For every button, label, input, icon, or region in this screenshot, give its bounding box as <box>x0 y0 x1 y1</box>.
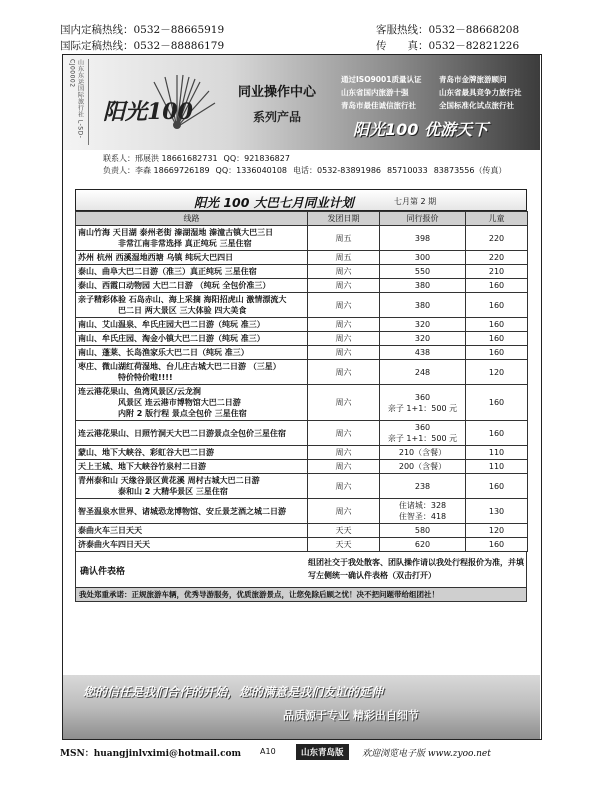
date-cell: 天天 <box>308 538 380 552</box>
contact-row-1: 联系人：邢展洪 18661682731 QQ：921836827 <box>103 154 290 163</box>
date-cell: 周六 <box>308 360 380 385</box>
price-cell <box>380 360 466 385</box>
route-line: 非常江南非常选择 真正纯玩 三星住宿 <box>118 239 252 248</box>
route-cell <box>76 332 308 346</box>
child-price-cell: 160 <box>466 279 528 293</box>
footer-slogan-2: 品质源于专业 精彩出自细节 <box>283 709 419 722</box>
child-price-cell: 120 <box>466 360 528 385</box>
cert-row: 通过ISO9001质量认证 青岛市金牌旅游顾问 <box>341 75 507 84</box>
price-line: 亲子 1+1：500 元 <box>387 434 458 443</box>
cert-row: 山东省国内旅游十强 山东省最具竞争力旅行社 <box>341 88 522 97</box>
banner-slogan: 阳光100 优游天下 <box>353 120 488 139</box>
price-cell <box>380 293 466 318</box>
route-line: 泰山、西霞口动物园 大巴二日游 （纯玩 全包价准三） <box>78 281 271 290</box>
center-title: 同业操作中心 <box>237 85 316 100</box>
child-price-cell: 220 <box>466 251 528 265</box>
logo-wordmark: 阳光100 <box>103 99 193 125</box>
route-line: 内附 2 版行程 景点全包价 三星住宿 <box>118 409 247 418</box>
bottom-bar <box>60 744 550 760</box>
center-title-block <box>227 81 327 125</box>
child-price-cell: 160 <box>466 421 528 446</box>
table-row <box>76 474 528 499</box>
price-line: 住诸城：328 <box>398 501 447 510</box>
price-cell <box>380 421 466 446</box>
route-line: 特价特价啦!!!! <box>118 373 173 382</box>
date-cell: 周六 <box>308 421 380 446</box>
price-line: 620 <box>414 540 431 549</box>
route-cell <box>76 499 308 524</box>
cert-row: 青岛市最佳诚信旅行社 全国标准化试点旅行社 <box>341 101 514 110</box>
price-cell <box>380 251 466 265</box>
child-price-cell: 160 <box>466 538 528 552</box>
child-price-cell: 210 <box>466 265 528 279</box>
route-line: 巴二日 两大景区 三大体验 四大美食 <box>118 306 247 315</box>
confirm-note: 组团社交于我处散客、团队操作请以我处行程报价为准，并填写左侧统一确认件表格（双击打开） <box>308 558 524 580</box>
price-line: 320 <box>414 334 431 343</box>
price-cell <box>380 265 466 279</box>
child-price-cell: 130 <box>466 499 528 524</box>
price-cell <box>380 460 466 474</box>
date-cell: 周六 <box>308 265 380 279</box>
ad-frame <box>62 54 542 740</box>
date-cell: 周六 <box>308 446 380 460</box>
plan-table-section <box>75 189 527 602</box>
price-cell <box>380 385 466 421</box>
price-cell <box>380 279 466 293</box>
price-cell <box>380 524 466 538</box>
route-cell <box>76 385 308 421</box>
license-text: 山东东运国际旅行社 L-SD-CJ00002 <box>68 59 84 139</box>
header-route: 线路 <box>76 212 308 226</box>
date-cell: 周六 <box>308 499 380 524</box>
table-row <box>76 346 528 360</box>
child-price-cell: 110 <box>466 460 528 474</box>
route-line: 泰曲火车三日天天 <box>78 526 142 535</box>
price-cell <box>380 446 466 460</box>
service-promise: 我处郑重承诺：正规旅游车辆，优秀导游服务，优质旅游景点，让您免除后顾之忧！决不把问题带给组团社！ <box>75 588 527 602</box>
table-row <box>76 318 528 332</box>
child-price-cell: 110 <box>466 446 528 460</box>
price-line: 320 <box>414 320 431 329</box>
child-price-cell: 160 <box>466 293 528 318</box>
route-cell <box>76 421 308 446</box>
plan-issue: 七月第 2 期 <box>394 197 437 206</box>
table-row <box>76 421 528 446</box>
header-price: 同行报价 <box>380 212 466 226</box>
date-cell: 周六 <box>308 474 380 499</box>
price-line: 住智圣：418 <box>398 512 447 521</box>
date-cell: 周六 <box>308 279 380 293</box>
table-row <box>76 279 528 293</box>
domestic-hotline: 国内定稿热线：0532－88665919 <box>60 24 225 36</box>
route-cell <box>76 360 308 385</box>
date-cell: 周五 <box>308 251 380 265</box>
price-cell <box>380 474 466 499</box>
price-cell <box>380 538 466 552</box>
child-price-cell: 220 <box>466 226 528 251</box>
route-line: 枣庄、微山湖红荷湿地、台儿庄古城大巴二日游 （三星） <box>78 362 281 371</box>
service-hotline: 客服热线：0532－88668208 <box>376 24 520 36</box>
date-cell: 周六 <box>308 332 380 346</box>
table-row <box>76 293 528 318</box>
route-cell <box>76 251 308 265</box>
route-line: 苏州 杭州 西溪湿地西塘 乌镇 纯玩大巴四日 <box>78 253 234 262</box>
route-cell <box>76 293 308 318</box>
price-cell <box>380 499 466 524</box>
msn-contact: MSN：huangjinlvximi@hotmail.com <box>60 749 242 759</box>
date-cell: 周六 <box>308 318 380 332</box>
certifications <box>341 73 537 112</box>
table-row <box>76 332 528 346</box>
price-cell <box>380 226 466 251</box>
price-line: 亲子 1+1：500 元 <box>387 403 458 413</box>
international-hotline: 国际定稿热线：0532－88886179 <box>60 40 225 52</box>
route-cell <box>76 265 308 279</box>
contact-info <box>103 153 512 177</box>
header-child: 儿童 <box>466 212 528 226</box>
route-cell <box>76 460 308 474</box>
price-cell <box>380 332 466 346</box>
child-price-cell: 160 <box>466 346 528 360</box>
date-cell: 天天 <box>308 524 380 538</box>
center-subtitle: 系列产品 <box>252 110 301 124</box>
date-cell: 周六 <box>308 346 380 360</box>
banner <box>63 55 540 150</box>
route-cell <box>76 226 308 251</box>
date-cell: 周六 <box>308 293 380 318</box>
plan-table <box>75 211 528 552</box>
child-price-cell: 160 <box>466 385 528 421</box>
table-row <box>76 446 528 460</box>
plan-title-bar <box>75 189 527 211</box>
confirm-form-link[interactable]: 确认件表格 <box>80 567 126 577</box>
route-line: 南山、蓬莱、长岛渔家乐大巴二日（纯玩 准三） <box>78 348 249 357</box>
child-price-cell: 160 <box>466 332 528 346</box>
table-row <box>76 385 528 421</box>
route-line: 南山竹海 天目湖 泰州老街 溱湖湿地 溱潼古镇大巴三日 <box>78 228 274 237</box>
table-row <box>76 360 528 385</box>
route-cell <box>76 446 308 460</box>
license-strip <box>65 59 89 145</box>
route-line: 蒙山、地下大峡谷、彩虹谷大巴二日游 <box>78 448 214 457</box>
route-line: 连云港花果山、鱼湾风景区/云龙涧 <box>78 387 201 396</box>
header-date: 发团日期 <box>308 212 380 226</box>
route-line: 南山、牟氏庄园、淘金小镇大巴二日游（纯玩 准三） <box>78 334 265 343</box>
route-line: 泰山、曲阜大巴二日游（准三）真正纯玩 三星住宿 <box>78 267 257 276</box>
footer-slogan-1: 您的信任是我们合作的开始，您的满意是我们友谊的延伸 <box>83 685 384 699</box>
page-number: A10 <box>260 747 276 756</box>
price-line: 550 <box>414 267 431 276</box>
route-cell <box>76 318 308 332</box>
plan-title: 阳光 100 大巴七月同业计划 <box>194 195 354 210</box>
route-cell <box>76 346 308 360</box>
child-price-cell: 160 <box>466 474 528 499</box>
table-row <box>76 524 528 538</box>
hotline-header <box>0 0 595 56</box>
price-line: 300 <box>414 253 431 262</box>
route-line: 青州泰和山 天缘谷景区黄花溪 周村古城大巴二日游 <box>78 476 260 485</box>
table-row <box>76 499 528 524</box>
website-link[interactable]: 欢迎浏览电子版 www.zyoo.net <box>362 749 491 759</box>
price-line: 360 <box>414 423 431 432</box>
edition-badge: 山东青岛版 <box>296 744 349 760</box>
route-line: 智圣温泉水世界、诸城恐龙博物馆、安丘景芝酒之城二日游 <box>78 506 286 516</box>
route-cell <box>76 474 308 499</box>
fax-number: 传 真：0532－82821226 <box>376 40 520 52</box>
date-cell: 周五 <box>308 226 380 251</box>
price-cell <box>380 346 466 360</box>
price-line: 248 <box>414 367 431 377</box>
route-line: 济泰曲火车四日天天 <box>78 540 150 549</box>
price-line: 360 <box>414 392 431 402</box>
child-price-cell: 160 <box>466 318 528 332</box>
price-line: 380 <box>414 281 431 290</box>
sunflower-footer-banner <box>63 675 540 739</box>
contact-row-2: 负责人：李森 18669726189 QQ：1336040108 电话：0532-83891986 85710033 83873556（传真） <box>103 166 507 175</box>
price-line: 438 <box>414 348 431 357</box>
route-cell <box>76 279 308 293</box>
date-cell: 周六 <box>308 460 380 474</box>
price-line: 580 <box>414 526 431 535</box>
price-cell <box>380 318 466 332</box>
route-line: 天上王城、地下大峡谷竹泉村二日游 <box>78 462 206 471</box>
price-line: 200（含餐） <box>398 462 447 471</box>
route-line: 南山、艾山温泉、牟氏庄园大巴二日游（纯玩 准三） <box>78 320 265 329</box>
table-row <box>76 251 528 265</box>
route-line: 连云港花果山、日照竹洞天大巴二日游景点全包价三星住宿 <box>78 428 286 438</box>
route-line: 风景区 连云港市博物馆大巴二日游 <box>118 398 241 407</box>
date-cell: 周六 <box>308 385 380 421</box>
route-line: 亲子精彩体验 石岛赤山、海上采摘 海阳招虎山 激情漂流大 <box>78 295 287 304</box>
confirm-row <box>75 552 527 588</box>
route-cell <box>76 538 308 552</box>
table-row <box>76 538 528 552</box>
price-line: 238 <box>414 481 431 491</box>
child-price-cell: 120 <box>466 524 528 538</box>
table-row <box>76 265 528 279</box>
table-row <box>76 460 528 474</box>
table-header-row <box>76 212 528 226</box>
price-line: 380 <box>414 300 431 310</box>
price-line: 398 <box>414 233 431 243</box>
table-row <box>76 226 528 251</box>
route-line: 泰和山 2 大精华景区 三星住宿 <box>118 487 228 496</box>
price-line: 210（含餐） <box>398 448 447 457</box>
route-cell <box>76 524 308 538</box>
